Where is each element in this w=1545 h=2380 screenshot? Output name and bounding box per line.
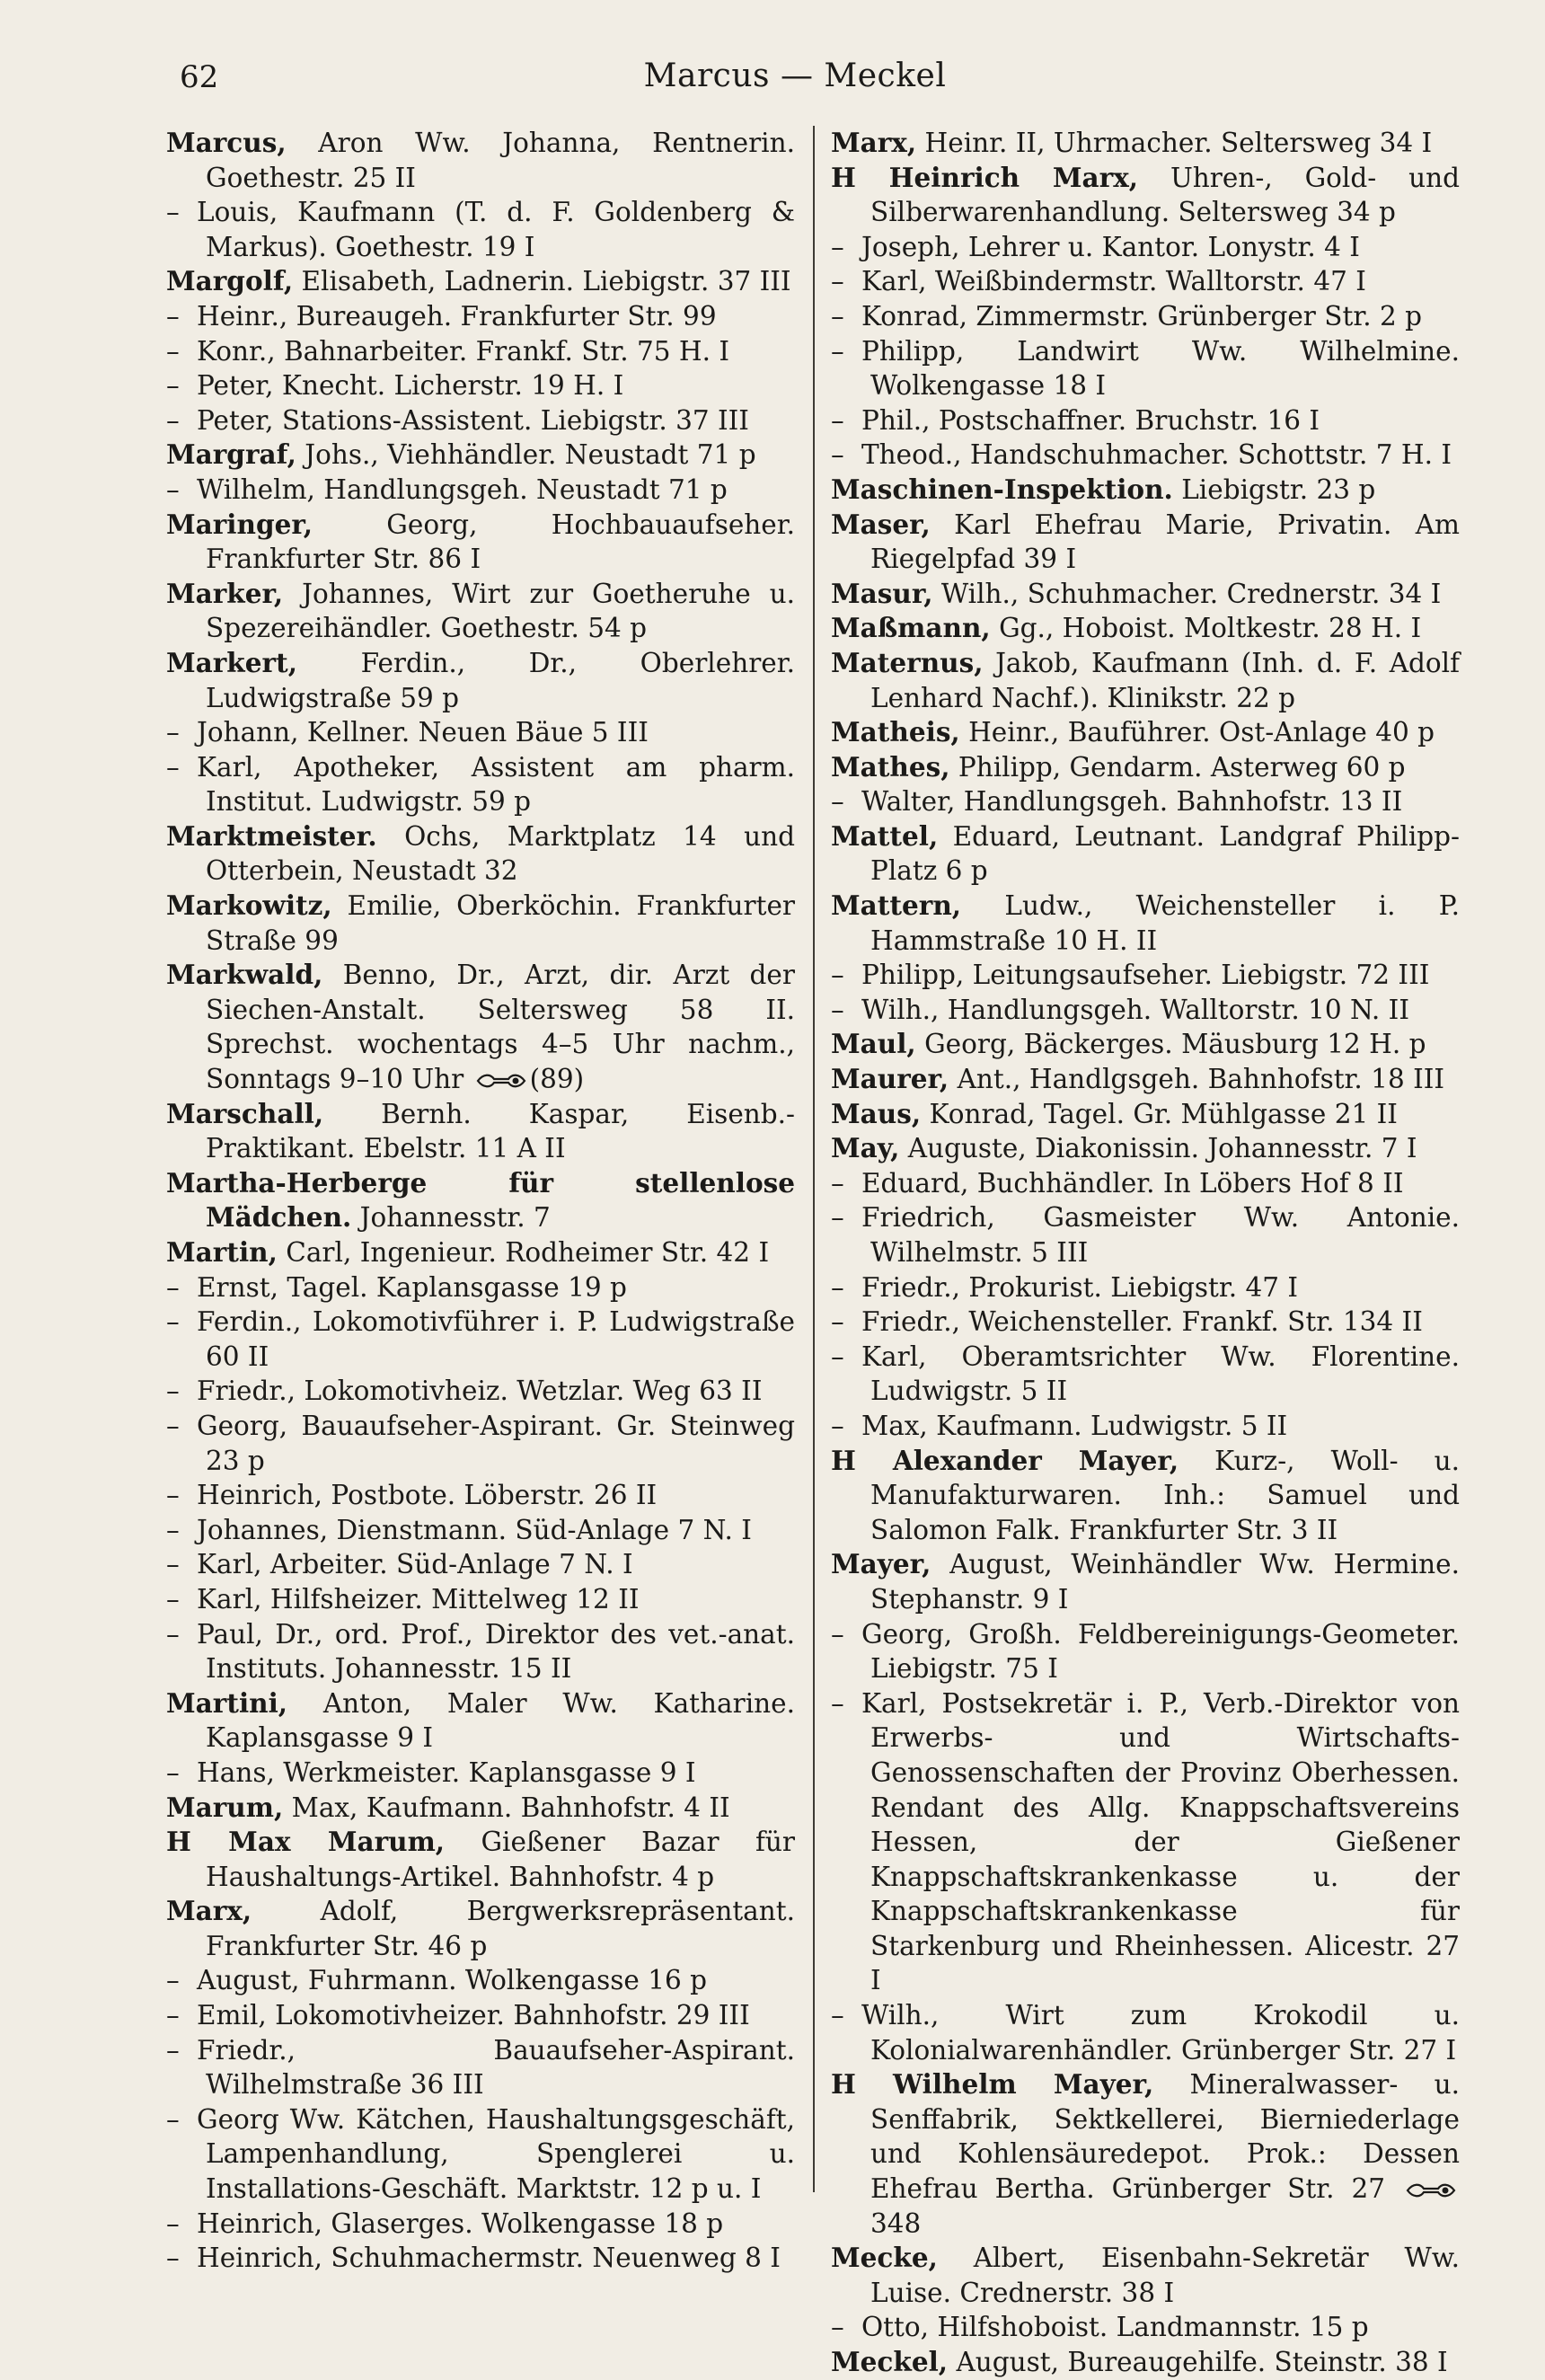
directory-entry [831, 1027, 1460, 1062]
directory-entry [166, 299, 795, 334]
directory-entry [166, 889, 795, 958]
entry-details: Heinr., Bauführer. Ost-Anlage 40 p [959, 717, 1435, 748]
directory-entry [166, 2241, 795, 2276]
entry-surname: Maschinen-Inspektion. [831, 473, 1173, 505]
directory-entry [831, 889, 1460, 958]
directory-entry [166, 1374, 795, 1409]
entry-details: Johs., Viehhändler. Neustadt 71 p [296, 439, 756, 471]
directory-entry [831, 577, 1460, 612]
entry-details: Georg, Großh. Feldbereinigungs-Geometer. Liebigstr. 75 I [861, 1618, 1460, 1685]
ditto-dash: – [166, 717, 180, 748]
directory-entry [831, 784, 1460, 819]
directory-entry [831, 2067, 1460, 2241]
directory-entry [166, 2033, 795, 2102]
entry-details: Peter, Stations-Assistent. Liebigstr. 37 III [197, 404, 749, 436]
telephone-icon [476, 1072, 526, 1090]
directory-entry [166, 403, 795, 438]
entry-details: Heinr. II, Uhrmacher. Seltersweg 34 I [916, 128, 1433, 158]
directory-entry [166, 264, 795, 299]
entry-details: Karl, Oberamtsrichter Ww. Florentine. Ludwigstr. 5 II [861, 1340, 1460, 1407]
entry-details: Walter, Handlungsgeh. Bahnhofstr. 13 II [861, 786, 1403, 818]
ditto-dash: – [166, 1756, 180, 1788]
entry-details: Ernst, Tagel. Kaplansgasse 19 p [197, 1271, 627, 1303]
directory-entry [831, 2241, 1460, 2310]
directory-entry [831, 299, 1460, 334]
directory-entry [166, 2207, 795, 2242]
telephone-icon [1406, 2181, 1456, 2199]
directory-entry [166, 1270, 795, 1305]
entry-surname: Margraf, [166, 438, 296, 471]
ditto-dash: – [831, 2312, 844, 2343]
entry-surname: Meckel, [831, 2346, 949, 2377]
ditto-dash: – [166, 197, 180, 228]
directory-entry [166, 1686, 795, 1756]
entry-details: Karl, Weißbindermstr. Walltorstr. 47 I [861, 266, 1366, 297]
directory-entry [831, 646, 1460, 715]
directory-entry [166, 368, 795, 403]
directory-entry [166, 1166, 795, 1235]
entry-surname: Maser, [831, 508, 931, 540]
directory-entry [831, 161, 1460, 230]
entry-surname: Marum, [166, 1791, 284, 1823]
entry-details: Emil, Lokomotivheizer. Bahnhofstr. 29 III [197, 2000, 750, 2031]
directory-entry [831, 2345, 1460, 2380]
directory-entry [166, 126, 795, 195]
directory-entry [831, 230, 1460, 265]
directory-entry [831, 1409, 1460, 1444]
entry-details: Friedr., Bauaufseher-Aspirant. Wilhelmstraße 36 III [197, 2034, 795, 2101]
directory-entry [166, 1547, 795, 1582]
entry-surname: Marx, [166, 1895, 252, 1927]
entry-details: Heinrich, Glaserges. Wolkengasse 18 p [197, 2207, 724, 2239]
entry-surname: Martini, [166, 1686, 288, 1719]
entry-surname: Maurer, [831, 1063, 949, 1095]
entry-surname: Mattern, [831, 889, 962, 922]
entry-surname: Matheis, [831, 716, 960, 748]
directory-entry [166, 1791, 795, 1826]
entry-details: Mineralwasser- u. Senffabrik, Sektkellerei, Bierniederlage und Kohlensäuredepot. Prok.: Dessen Ehefrau Bertha. Grünberger Str. 27 [870, 2069, 1461, 2205]
entry-surname: Markwald, [166, 959, 323, 991]
entry-details: Louis, Kaufmann (T. d. F. Goldenberg & Markus). Goethestr. 19 I [197, 197, 795, 262]
ditto-dash: – [166, 1583, 180, 1615]
entry-details: Karl, Apotheker, Assistent am pharm. Institut. Ludwigstr. 59 p [197, 751, 795, 818]
ditto-dash: – [166, 1965, 180, 1996]
entry-details: Philipp, Landwirt Ww. Wilhelmine. Wolkengasse 18 I [861, 335, 1460, 402]
directory-entry [831, 438, 1460, 473]
directory-entry [831, 473, 1460, 508]
entry-details: Uhren-, Gold- und Silberwarenhandlung. Seltersweg 34 p [870, 162, 1460, 228]
entry-details: Ludw., Weichensteller i. P. Hammstraße 10 H. II [870, 890, 1460, 956]
entry-details: Jakob, Kaufmann (Inh. d. F. Adolf Lenhard Nachf.). Klinikstr. 22 p [870, 647, 1460, 713]
ditto-dash: – [166, 404, 180, 436]
running-head: Marcus — Meckel [643, 58, 947, 94]
ditto-dash: – [831, 439, 844, 471]
entry-details: Emilie, Oberköchin. Frankfurter Straße 99 [206, 890, 795, 956]
entry-details: Konrad, Zimmermstr. Grünberger Str. 2 p [861, 300, 1422, 332]
ditto-dash: – [831, 231, 844, 262]
directory-entry [831, 126, 1460, 161]
directory-entry [166, 1894, 795, 1963]
entry-details: August, Weinhändler Ww. Hermine. Stephanstr. 9 I [870, 1549, 1460, 1615]
ditto-dash: – [166, 300, 180, 332]
entry-details: Liebigstr. 23 p [1172, 473, 1376, 505]
entry-details: Johannes, Wirt zur Goetheruhe u. Spezereihändler. Goethestr. 54 p [206, 578, 795, 644]
entry-details: Max, Kaufmann. Bahnhofstr. 4 II [283, 1792, 730, 1823]
entry-details: Karl, Hilfsheizer. Mittelweg 12 II [197, 1583, 640, 1615]
directory-entry [166, 1409, 795, 1478]
ditto-dash: – [831, 1167, 844, 1199]
left-column [166, 126, 795, 2276]
directory-entry [166, 1617, 795, 1686]
directory-entry [166, 1963, 795, 1998]
directory-entry [831, 819, 1460, 889]
ditto-dash: – [166, 2207, 180, 2239]
directory-entry [166, 1305, 795, 1374]
ditto-dash: – [166, 2000, 180, 2031]
entry-details: Friedr., Prokurist. Liebigstr. 47 I [861, 1271, 1299, 1303]
entry-surname: Marcus, [166, 127, 287, 158]
entry-details: Elisabeth, Ladnerin. Liebigstr. 37 III [293, 266, 791, 297]
directory-entry [166, 438, 795, 473]
entry-surname: Mecke, [831, 2242, 938, 2274]
directory-entry [166, 646, 795, 715]
entry-details: Eduard, Buchhändler. In Löbers Hof 8 II [861, 1167, 1404, 1199]
entry-surname: Masur, [831, 577, 933, 609]
entry-details: Konrad, Tagel. Gr. Mühlgasse 21 II [921, 1098, 1398, 1129]
directory-entry [166, 1235, 795, 1270]
entry-details: Wilh., Schuhmacher. Crednerstr. 34 I [932, 578, 1442, 609]
entry-details: Karl, Arbeiter. Süd-Anlage 7 N. I [197, 1549, 633, 1580]
directory-entry [831, 1617, 1460, 1686]
entry-surname: Margolf, [166, 265, 294, 297]
directory-entry [166, 1582, 795, 1617]
ditto-dash: – [831, 1340, 844, 1372]
ditto-dash: – [831, 1410, 844, 1441]
entry-details: Karl Ehefrau Marie, Privatin. Am Riegelpfad 39 I [870, 509, 1460, 575]
entry-details: Ant., Handlgsgeh. Bahnhofstr. 18 III [949, 1064, 1445, 1095]
entry-details: Joseph, Lehrer u. Kantor. Lonystr. 4 I [861, 231, 1360, 262]
entry-details: Johannesstr. 7 [351, 1202, 551, 1234]
entry-details: Gießener Bazar für Haushaltungs-Artikel. Bahnhofstr. 4 p [206, 1827, 795, 1892]
ditto-dash: – [166, 1618, 180, 1650]
entry-details: Ferdin., Lokomotivführer i. P. Ludwigstraße 60 II [197, 1306, 795, 1372]
directory-entry [831, 2310, 1460, 2345]
right-column [831, 126, 1460, 2380]
entry-surname: Maringer, [166, 508, 313, 540]
directory-entry [166, 750, 795, 819]
ditto-dash: – [166, 751, 180, 783]
entry-details: Auguste, Diakonissin. Johannesstr. 7 I [899, 1133, 1417, 1164]
entry-details: Wilhelm, Handlungsgeh. Neustadt 71 p [197, 473, 728, 505]
ditto-dash: – [166, 1410, 180, 1441]
entry-business-name: H Alexander Mayer, [831, 1444, 1179, 1476]
directory-entry [831, 958, 1460, 993]
directory-entry [831, 1547, 1460, 1616]
ditto-dash: – [166, 370, 180, 402]
directory-entry [166, 2102, 795, 2207]
directory-entry [831, 1131, 1460, 1166]
entry-details: Heinrich, Postbote. Löberstr. 26 II [197, 1480, 658, 1511]
directory-entry [166, 1825, 795, 1894]
directory-entry [831, 750, 1460, 785]
ditto-dash: – [166, 1549, 180, 1580]
ditto-dash: – [166, 1480, 180, 1511]
directory-entry [831, 1998, 1460, 2067]
ditto-dash: – [166, 1271, 180, 1303]
directory-entry [831, 1340, 1460, 1409]
directory-entry [166, 1998, 795, 2033]
entry-surname: Marx, [831, 127, 917, 158]
ditto-dash: – [831, 2000, 844, 2031]
ditto-dash: – [831, 1687, 844, 1719]
entry-surname: May, [831, 1132, 900, 1164]
directory-entry [831, 334, 1460, 403]
entry-details: Georg, Bäckerges. Mäusburg 12 H. p [915, 1029, 1426, 1060]
entry-details: Gg., Hoboist. Moltkestr. 28 H. I [990, 613, 1422, 644]
entry-details: Heinrich, Schuhmachermstr. Neuenweg 8 I [197, 2243, 781, 2274]
directory-entry [831, 611, 1460, 646]
directory-entry [831, 1097, 1460, 1132]
entry-details: Ochs, Marktplatz 14 und Otterbein, Neustadt 32 [206, 820, 795, 887]
ditto-dash: – [831, 1306, 844, 1338]
ditto-dash: – [831, 1202, 844, 1234]
entry-details: Friedr., Lokomotivheiz. Wetzlar. Weg 63 II [197, 1376, 763, 1407]
directory-entry [166, 1756, 795, 1791]
entry-details: Benno, Dr., Arzt, dir. Arzt der Siechen-Anstalt. Seltersweg 58 II. Sprechst. wochentags 4–5 Uhr nachm., Sonntags 9–10 Uhr [206, 960, 795, 1095]
ditto-dash: – [831, 1271, 844, 1303]
directory-entry [166, 958, 795, 1096]
directory-entry [831, 1444, 1460, 1548]
phone-number: 348 [870, 2207, 922, 2239]
entry-details: Aron Ww. Johanna, Rentnerin. Goethestr. 25 II [206, 128, 795, 193]
directory-entry [166, 334, 795, 369]
directory-entry [831, 1166, 1460, 1201]
ditto-dash: – [831, 960, 844, 991]
ditto-dash: – [831, 266, 844, 297]
entry-details: Bernh. Kaspar, Eisenb.-Praktikant. Ebelstr. 11 A II [206, 1098, 795, 1164]
entry-details: Heinr., Bureaugeh. Frankfurter Str. 99 [197, 300, 717, 332]
entry-surname: Martha-Herberge für stellenlose Mädchen. [166, 1166, 795, 1234]
entry-details: Ferdin., Dr., Oberlehrer. Ludwigstraße 59 p [206, 647, 795, 713]
entry-details: Karl, Postsekretär i. P., Verb.-Direktor von Erwerbs- und Wirtschafts-Genossenschaften der Provinz Oberhessen. Rendant des Allg. Knappschaftsvereins Hessen, der Gießener Knappschaftskrankenkasse u. der Knappschaftskrankenkasse für Starkenburg und Rheinhessen. Alicestr. 27 I [861, 1687, 1460, 1996]
directory-entry [831, 264, 1460, 299]
entry-surname: Maus, [831, 1097, 922, 1129]
entry-details: August, Bureaugehilfe. Steinstr. 38 I [948, 2347, 1448, 2377]
entry-details: Anton, Maler Ww. Katharine. Kaplansgasse 9 I [206, 1687, 795, 1754]
directory-entry [831, 715, 1460, 750]
directory-entry [166, 715, 795, 750]
entry-details: Kurz-, Woll- u. Manufakturwaren. Inh.: Samuel und Salomon Falk. Frankfurter Str. 3 II [870, 1445, 1460, 1545]
ditto-dash: – [831, 1618, 844, 1650]
entry-details: Wilh., Wirt zum Krokodil u. Kolonialwarenhändler. Grünberger Str. 27 I [861, 2000, 1460, 2066]
entry-details: Carl, Ingenieur. Rodheimer Str. 42 I [277, 1237, 770, 1268]
entry-details: Adolf, Bergwerksrepräsentant. Frankfurter Str. 46 p [206, 1896, 795, 1961]
entry-details: Peter, Knecht. Licherstr. 19 H. I [197, 370, 624, 402]
entry-surname: Markowitz, [166, 889, 332, 922]
entry-details: Johann, Kellner. Neuen Bäue 5 III [197, 717, 649, 748]
entry-details: Johannes, Dienstmann. Süd-Anlage 7 N. I [197, 1514, 752, 1545]
ditto-dash: – [166, 2034, 180, 2066]
entry-surname: Mayer, [831, 1548, 931, 1580]
directory-entry [831, 1686, 1460, 1998]
directory-entry [831, 508, 1460, 577]
entry-surname: Marktmeister. [166, 819, 377, 852]
directory-entry [831, 993, 1460, 1028]
directory-entry [166, 819, 795, 889]
entry-surname: Maternus, [831, 646, 984, 678]
ditto-dash: – [166, 1376, 180, 1407]
entry-details: Friedrich, Gasmeister Ww. Antonie. Wilhelmstr. 5 III [861, 1202, 1460, 1268]
entry-business-name: H Wilhelm Mayer, [831, 2068, 1154, 2101]
directory-entry [831, 1270, 1460, 1305]
page-number: 62 [180, 59, 219, 95]
entry-business-name: H Max Marum, [166, 1826, 446, 1858]
ditto-dash: – [166, 335, 180, 367]
entry-surname: Marker, [166, 577, 284, 609]
ditto-dash: – [831, 404, 844, 436]
directory-entry [831, 1200, 1460, 1270]
phone-number: (89) [529, 1064, 585, 1095]
entry-details: Theod., Handschuhmacher. Schottstr. 7 H. I [861, 439, 1452, 471]
column-divider [813, 126, 815, 2192]
entry-details: Otto, Hilfshoboist. Landmannstr. 15 p [861, 2312, 1369, 2343]
entry-surname: Maul, [831, 1028, 916, 1060]
directory-entry [166, 508, 795, 577]
directory-entry [166, 195, 795, 264]
entry-surname: Mathes, [831, 750, 950, 783]
ditto-dash: – [831, 786, 844, 818]
entry-details: August, Fuhrmann. Wolkengasse 16 p [197, 1965, 708, 1996]
directory-entry [831, 403, 1460, 438]
entry-details: Konr., Bahnarbeiter. Frankf. Str. 75 H. I [197, 335, 730, 367]
entry-details: Wilh., Handlungsgeh. Walltorstr. 10 N. II [861, 994, 1409, 1025]
page-header [171, 52, 1419, 106]
entry-surname: Mattel, [831, 819, 939, 852]
entry-details: Georg Ww. Kätchen, Haushaltungsgeschäft, Lampenhandlung, Spenglerei u. Installations-Geschäft. Marktstr. 12 p u. I [197, 2103, 795, 2205]
ditto-dash: – [831, 300, 844, 332]
entry-surname: Markert, [166, 646, 297, 678]
entry-details: Georg, Bauaufseher-Aspirant. Gr. Steinweg 23 p [197, 1410, 795, 1476]
directory-entry [831, 1305, 1460, 1340]
entry-details: Philipp, Gendarm. Asterweg 60 p [949, 751, 1406, 783]
entry-details: Max, Kaufmann. Ludwigstr. 5 II [861, 1410, 1288, 1441]
directory-entry [166, 1513, 795, 1548]
ditto-dash: – [166, 2103, 180, 2135]
entry-details: Paul, Dr., ord. Prof., Direktor des vet.-anat. Instituts. Johannesstr. 15 II [197, 1618, 795, 1685]
ditto-dash: – [166, 1306, 180, 1338]
directory-entry [166, 473, 795, 508]
ditto-dash: – [831, 335, 844, 367]
entry-surname: Martin, [166, 1236, 278, 1268]
ditto-dash: – [166, 1514, 180, 1545]
ditto-dash: – [166, 473, 180, 505]
directory-entry [166, 1097, 795, 1166]
ditto-dash: – [166, 2243, 180, 2274]
directory-entry [166, 1478, 795, 1513]
entry-business-name: H Heinrich Marx, [831, 161, 1139, 193]
ditto-dash: – [831, 994, 844, 1025]
entry-details: Hans, Werkmeister. Kaplansgasse 9 I [197, 1756, 696, 1788]
directory-entry [831, 1062, 1460, 1097]
entry-details: Friedr., Weichensteller. Frankf. Str. 134 II [861, 1306, 1423, 1338]
directory-entry [166, 577, 795, 646]
entry-details: Philipp, Leitungsaufseher. Liebigstr. 72 III [861, 960, 1430, 991]
entry-details: Phil., Postschaffner. Bruchstr. 16 I [861, 404, 1320, 436]
entry-surname: Marschall, [166, 1097, 324, 1129]
entry-details: Albert, Eisenbahn-Sekretär Ww. Luise. Crednerstr. 38 I [870, 2243, 1460, 2308]
entry-details: Georg, Hochbauaufseher. Frankfurter Str. 86 I [206, 509, 795, 575]
entry-surname: Maßmann, [831, 612, 991, 644]
entry-details: Eduard, Leutnant. Landgraf Philipp-Platz 6 p [870, 820, 1460, 887]
